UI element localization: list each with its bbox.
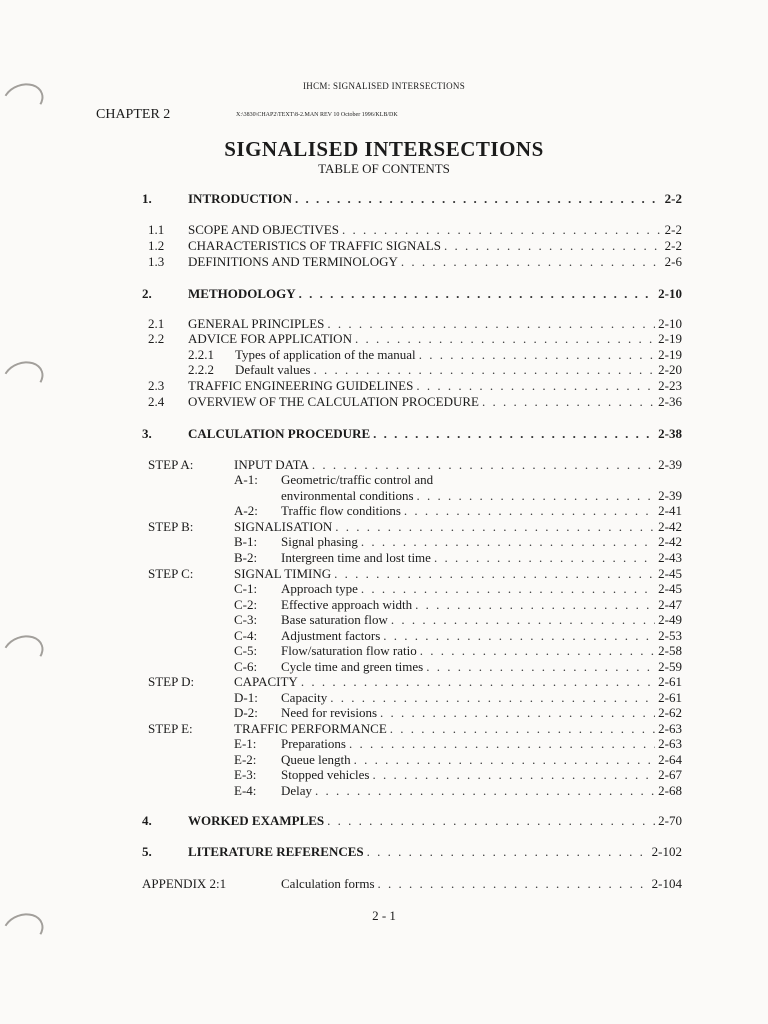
toc-entry[interactable]: Preparations . . . 2-63 (281, 736, 682, 752)
toc-entry[interactable]: Calculation forms . . . 2-104 (281, 876, 682, 892)
toc-entry[interactable]: GENERAL PRINCIPLES . . . 2-10 (188, 316, 682, 332)
page-subtitle: TABLE OF CONTENTS (318, 161, 450, 176)
step-code: C-5: (234, 643, 258, 658)
step-code: C-4: (234, 628, 258, 643)
toc-entry[interactable]: Types of application of the manual . . . 2-19 (235, 347, 682, 363)
toc-entry[interactable]: Default values . . . 2-20 (235, 362, 682, 378)
toc-entry[interactable]: Traffic flow conditions . . . 2-41 (281, 503, 682, 519)
toc-number: 2.2.2 (188, 362, 214, 377)
step-code: C-2: (234, 597, 258, 612)
running-header: IHCM: SIGNALISED INTERSECTIONS (303, 81, 465, 91)
toc-entry[interactable]: Intergreen time and lost time . . . 2-43 (281, 550, 682, 566)
appendix-label: APPENDIX 2:1 (142, 876, 227, 891)
toc-entry[interactable]: SCOPE AND OBJECTIVES . . . 2-2 (188, 222, 682, 238)
toc-entry[interactable]: Queue length . . . 2-64 (281, 752, 682, 768)
toc-number: 5. (142, 844, 152, 859)
step-code: A-2: (234, 503, 258, 518)
toc-entry[interactable]: ADVICE FOR APPLICATION . . . 2-19 (188, 331, 682, 347)
page-number: 2 - 1 (372, 908, 396, 923)
file-reference: X:\3830\CHAP2\TEXT\8-2.MAN REV 10 October 1996/KLB/DK (236, 112, 398, 118)
toc-entry[interactable]: Flow/saturation flow ratio . . . 2-58 (281, 643, 682, 659)
toc-entry[interactable]: Adjustment factors . . . 2-53 (281, 628, 682, 644)
toc-entry[interactable]: CHARACTERISTICS OF TRAFFIC SIGNALS . . . 2-2 (188, 238, 682, 254)
step-label: STEP C: (148, 566, 194, 581)
step-code: C-3: (234, 612, 258, 627)
toc-entry[interactable]: CALCULATION PROCEDURE . . . 2-38 (188, 426, 682, 442)
toc-number: 2.2 (148, 331, 165, 346)
step-label: STEP B: (148, 519, 194, 534)
step-code: E-2: (234, 752, 257, 767)
toc-number: 1.3 (148, 254, 165, 269)
toc-entry[interactable]: SIGNAL TIMING . . . 2-45 (234, 566, 682, 582)
toc-entry[interactable]: INPUT DATA . . . 2-39 (234, 457, 682, 473)
toc-entry[interactable]: Cycle time and green times . . . 2-59 (281, 659, 682, 675)
step-code: B-2: (234, 550, 258, 565)
toc-entry[interactable]: LITERATURE REFERENCES . . . 2-102 (188, 844, 682, 860)
toc-number: 1. (142, 191, 152, 206)
toc-entry[interactable]: Delay . . . 2-68 (281, 783, 682, 799)
toc-entry[interactable]: environmental conditions . . . 2-39 (281, 488, 682, 504)
toc-entry[interactable]: Stopped vehicles . . . 2-67 (281, 767, 682, 783)
step-label: STEP A: (148, 457, 194, 472)
step-code: D-1: (234, 690, 258, 705)
toc-entry[interactable]: TRAFFIC ENGINEERING GUIDELINES . . . 2-23 (188, 378, 682, 394)
toc-number: 2. (142, 286, 152, 301)
toc-entry[interactable]: TRAFFIC PERFORMANCE . . . 2-63 (234, 721, 682, 737)
step-code: E-1: (234, 736, 257, 751)
step-code: C-1: (234, 581, 258, 596)
toc-number: 1.2 (148, 238, 165, 253)
step-code: C-6: (234, 659, 258, 674)
chapter-label: CHAPTER 2 (96, 107, 171, 122)
toc-entry[interactable]: Base saturation flow . . . 2-49 (281, 612, 682, 628)
step-code: E-4: (234, 783, 257, 798)
toc-entry[interactable]: SIGNALISATION . . . 2-42 (234, 519, 682, 535)
toc-number: 2.4 (148, 394, 165, 409)
toc-entry[interactable]: Signal phasing . . . 2-42 (281, 534, 682, 550)
toc-entry[interactable]: WORKED EXAMPLES . . . 2-70 (188, 813, 682, 829)
toc-number: 2.3 (148, 378, 165, 393)
step-label: STEP D: (148, 674, 195, 689)
toc-entry-line: Geometric/traffic control and (281, 472, 434, 487)
toc-entry[interactable]: CAPACITY . . . 2-61 (234, 674, 682, 690)
toc-entry[interactable]: METHODOLOGY . . . 2-10 (188, 286, 682, 302)
toc-number: 3. (142, 426, 152, 441)
step-code: E-3: (234, 767, 257, 782)
toc-number: 1.1 (148, 222, 165, 237)
toc-entry[interactable]: OVERVIEW OF THE CALCULATION PROCEDURE . . . 2-36 (188, 394, 682, 410)
step-label: STEP E: (148, 721, 193, 736)
step-code: A-1: (234, 472, 258, 487)
step-code: D-2: (234, 705, 258, 720)
toc-number: 2.2.1 (188, 347, 214, 362)
page-title: SIGNALISED INTERSECTIONS (224, 137, 544, 161)
toc-entry[interactable]: Effective approach width . . . 2-47 (281, 597, 682, 613)
toc-entry[interactable]: INTRODUCTION . . . 2-2 (188, 191, 682, 207)
toc-entry[interactable]: Need for revisions . . . 2-62 (281, 705, 682, 721)
step-code: B-1: (234, 534, 258, 549)
toc-entry[interactable]: Capacity . . . 2-61 (281, 690, 682, 706)
toc-entry[interactable]: Approach type . . . 2-45 (281, 581, 682, 597)
toc-number: 4. (142, 813, 152, 828)
toc-number: 2.1 (148, 316, 165, 331)
toc-entry[interactable]: DEFINITIONS AND TERMINOLOGY . . . 2-6 (188, 254, 682, 270)
